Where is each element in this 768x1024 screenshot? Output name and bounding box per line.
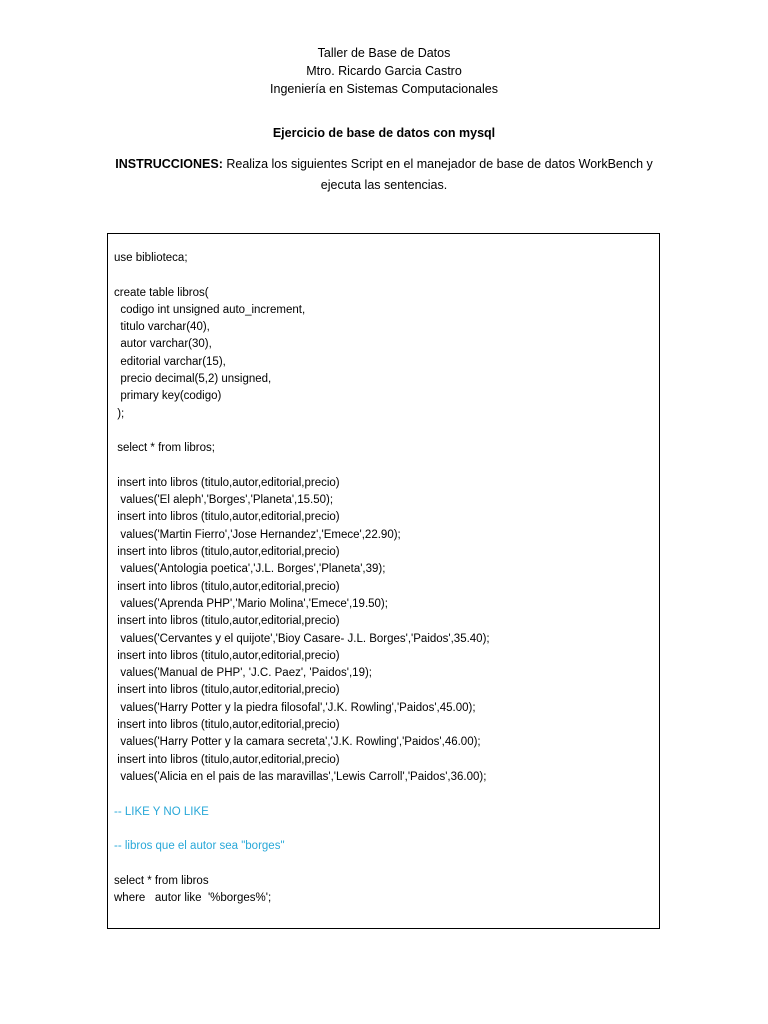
sql-code-line: insert into libros (titulo,autor,editorial,precio) [114,580,340,593]
instructions-text: Realiza los siguientes Script en el manejador de base de datos WorkBench y ejecuta las sentencias. [222,157,653,192]
sql-code-line: codigo int unsigned auto_increment, [114,303,306,316]
exercise-title: Ejercicio de base de datos con mysql [272,126,496,140]
sql-code-line: values('Aprenda PHP','Mario Molina','Emece',19.50); [114,597,388,610]
program-name: Ingeniería en Sistemas Computacionales [270,82,498,96]
blank-line [114,786,654,803]
course-name: Taller de Base de Datos [317,46,451,60]
sql-code-line: where autor like '%borges%'; [114,891,272,904]
sql-code-line: insert into libros (titulo,autor,editorial,precio) [114,719,340,732]
instructions-label: INSTRUCCIONES: [115,157,223,171]
sql-code-line: autor varchar(30), [114,338,212,351]
sql-code-line: values('Manual de PHP', 'J.C. Paez', 'Paidos',19); [114,667,372,680]
sql-code-line: values('Antologia poetica','J.L. Borges','Planeta',39); [114,563,386,576]
sql-code-line: values('Cervantes y el quijote','Bioy Casare- J.L. Borges','Paidos',35.40); [114,632,490,645]
blank-line [114,821,654,838]
sql-code-line: insert into libros (titulo,autor,editorial,precio) [114,615,340,628]
sql-code-line: precio decimal(5,2) unsigned, [114,373,272,386]
sql-code-line: insert into libros (titulo,autor,editorial,precio) [114,684,340,697]
teacher-name: Mtro. Ricardo Garcia Castro [306,64,462,78]
sql-code-line: editorial varchar(15), [114,355,226,368]
sql-code-line: create table libros( [114,286,209,299]
sql-code-line: values('Harry Potter y la camara secreta','J.K. Rowling','Paidos',46.00); [114,736,481,749]
blank-line [114,458,654,475]
blank-line [114,423,654,440]
instructions-paragraph [110,154,658,196]
sql-code-line: insert into libros (titulo,autor,editorial,precio) [114,649,340,662]
sql-comment-line: -- LIKE Y NO LIKE [114,805,209,818]
sql-code-line: select * from libros [114,874,209,887]
blank-line [114,267,654,284]
sql-code-line: insert into libros (titulo,autor,editorial,precio) [114,546,340,559]
sql-code-line: select * from libros; [114,442,215,455]
sql-code-line: values('El aleph','Borges','Planeta',15.50); [114,494,334,507]
sql-code-lines [114,250,654,907]
sql-code-line: values('Martin Fierro','Jose Hernandez','Emece',22.90); [114,528,401,541]
sql-code-line: insert into libros (titulo,autor,editorial,precio) [114,511,340,524]
sql-code-line: values('Harry Potter y la piedra filosofal','J.K. Rowling','Paidos',45.00); [114,701,476,714]
sql-code-line: values('Alicia en el pais de las maravillas','Lewis Carroll','Paidos',36.00); [114,770,487,783]
sql-code-line: insert into libros (titulo,autor,editorial,precio) [114,753,340,766]
sql-code-line: ); [114,407,125,420]
document-header [0,44,768,98]
sql-code-line: primary key(codigo) [114,390,222,403]
blank-line [114,855,654,872]
sql-comment-line: -- libros que el autor sea "borges" [114,840,285,853]
sql-code-line: insert into libros (titulo,autor,editorial,precio) [114,476,340,489]
sql-code-box [107,233,660,929]
sql-code-line: use biblioteca; [114,252,188,264]
sql-code-line: titulo varchar(40), [114,321,210,334]
